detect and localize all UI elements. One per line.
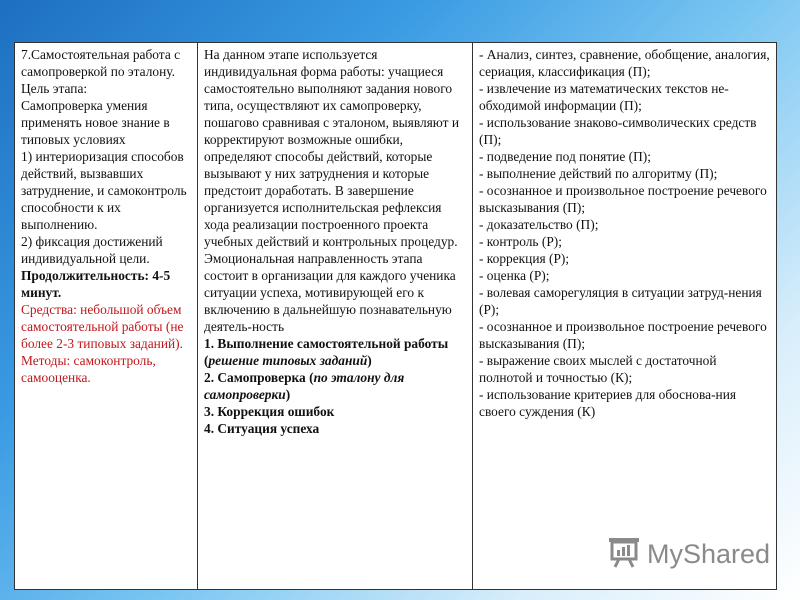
- uud-item: - выполнение действий по алгоритму (П);: [479, 166, 718, 181]
- uud-item: - контроль (Р);: [479, 234, 562, 249]
- activity-item-2: [204, 369, 466, 403]
- uud-item: - извлечение из математических текстов не-обходимой информации (П);: [479, 81, 729, 113]
- lesson-stage-table: [14, 42, 777, 590]
- uud-item: - осознанное и произвольное построение речевого высказывания (П);: [479, 183, 767, 215]
- means-text: Средства: небольшой объем самостоятельной работы (не более 2-3 типовых заданий).: [21, 302, 184, 351]
- methods-text: Методы: самоконтроль, самооценка.: [21, 353, 156, 385]
- activity-item-4: 4. Ситуация успеха: [204, 421, 320, 436]
- uud-item: - использование критериев для обоснова-ния своего суждения (К): [479, 387, 737, 419]
- uud-item: - доказательство (П);: [479, 217, 599, 232]
- goal-text: Самопроверка умения применять новое знание в типовых условиях: [21, 98, 170, 147]
- watermark-text: MyShared: [647, 538, 771, 569]
- item2-italic: по эталону для самопроверки: [204, 370, 405, 402]
- goal-item-2: 2) фиксация достижений индивидуальной цели.: [21, 234, 163, 266]
- activity-paragraph: На данном этапе используется индивидуальная форма работы: учащиеся самостоятельно выполняют задания нового типа, осуществляют их самопроверку, пошагово сравнивая с эталоном, выявляют и корректируют возможные ошибки, определяют способы действий, которые вызывают у них затруднения и которые предстоит доработать. В завершение организуется исполнительская рефлексия хода реализации построенного проекта учебных действий и контрольных процедур. Эмоциональная направленность этапа состоит в организации для каждого ученика ситуации успеха, мотивирующей его к включению в дальнейшую познавательную деятель-ность: [204, 47, 460, 334]
- uud-item: - коррекция (Р);: [479, 251, 570, 266]
- goal-item-1: 1) интериоризация способов действий, вызвавших затруднение, и самоконтроль способности к их выполнению.: [21, 149, 187, 232]
- stage-heading: 7.Самостоятельная работа с самопроверкой по эталону.: [21, 47, 181, 79]
- item2-end: ): [285, 387, 291, 402]
- activity-item-3: 3. Коррекция ошибок: [204, 404, 335, 419]
- item1-end: ): [367, 353, 372, 368]
- uud-item: - оценка (Р);: [479, 268, 550, 283]
- uud-item: - Анализ, синтез, сравнение, обобщение, аналогия, сериация, классификация (П);: [479, 47, 770, 79]
- projector-screen-icon: [607, 535, 641, 574]
- uud-item: - волевая саморегуляция в ситуации затруд-нения (Р);: [479, 285, 762, 317]
- table-row: [15, 43, 777, 590]
- item1-italic: решение типовых заданий: [208, 353, 368, 368]
- myshared-watermark: [607, 534, 770, 574]
- activity-item-1: [204, 335, 466, 369]
- goal-label: Цель этапа:: [21, 81, 88, 96]
- stage-table: [14, 42, 777, 590]
- duration-text: Продолжительность: 4-5 минут.: [21, 268, 171, 300]
- item1-main: 1. Выполнение самостоятельной работы (: [204, 336, 449, 368]
- activity-cell: [198, 43, 473, 590]
- uud-item: - использование знаково-символических средств (П);: [479, 115, 757, 147]
- item2-main: 2. Самопроверка (: [204, 370, 314, 385]
- uud-cell: [473, 43, 777, 590]
- uud-item: - подведение под понятие (П);: [479, 149, 651, 164]
- uud-item: - выражение своих мыслей с достаточной полнотой и точностью (К);: [479, 353, 717, 385]
- stage-description-cell: [15, 43, 198, 590]
- uud-item: - осознанное и произвольное построение речевого высказывания (П);: [479, 319, 767, 351]
